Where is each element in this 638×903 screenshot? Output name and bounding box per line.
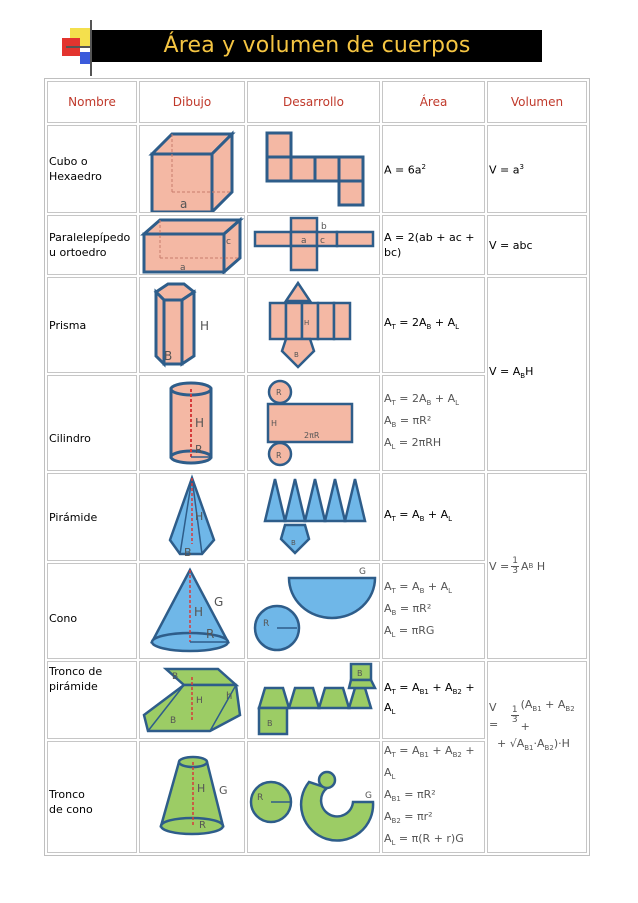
- drawing-tronco-cono: [139, 741, 245, 853]
- page-title: Área y volumen de cuerpos: [163, 33, 471, 58]
- label-r-top: R: [275, 388, 282, 397]
- f-tcono-line-4: $A_L = \pi(R + r)G$: [384, 832, 464, 847]
- area-cono: [382, 563, 485, 659]
- label-h-net: H: [303, 319, 309, 327]
- label-b-net-bottom: B: [266, 719, 272, 728]
- label-b: B: [164, 349, 173, 363]
- label-b: B: [184, 546, 192, 559]
- label-b-net: B: [290, 539, 296, 547]
- vol-tronco-fraction: 1 3: [511, 705, 518, 725]
- header-nombre: Nombre: [47, 81, 137, 123]
- formula-cilindro: [384, 390, 484, 456]
- net-cilindro: [247, 375, 380, 471]
- label-b-top: B: [172, 672, 179, 682]
- label-g-net: G: [364, 791, 372, 801]
- header-desarrollo: Desarrollo: [247, 81, 380, 123]
- label-h-small: h: [226, 691, 233, 702]
- drawing-tronco-piramide: [139, 661, 245, 739]
- label-c: c: [226, 237, 231, 247]
- label-c-net: c: [319, 236, 325, 246]
- name-cilindro: Cilindro: [47, 375, 137, 471]
- drawing-prisma: [139, 277, 245, 373]
- header-row: [47, 81, 587, 123]
- label-g: G: [214, 595, 224, 609]
- header-dibujo: Dibujo: [139, 81, 245, 123]
- label-a: a: [180, 197, 188, 211]
- box-net: [251, 216, 377, 274]
- net-paralelepipedo: [247, 215, 380, 275]
- header-area: Área: [382, 81, 485, 123]
- label-r-net: R: [262, 619, 269, 629]
- volume-prisma-h: H: [525, 364, 534, 378]
- prism-box-drawing: [140, 216, 244, 274]
- row-piramide: [47, 473, 587, 561]
- area-paralelepipedo: A = 2(ab + ac + bc): [382, 215, 485, 275]
- label-r: R: [199, 820, 206, 831]
- vol-cono-fraction: [511, 557, 519, 576]
- vol-cono-sub: B: [528, 561, 534, 570]
- label-h-net: H: [270, 419, 277, 428]
- area-piramide-a: A: [384, 507, 392, 521]
- label-b-bottom: B: [170, 716, 177, 726]
- label-r-bottom: R: [275, 451, 282, 460]
- frustum-cone-drawing: [147, 752, 237, 842]
- formula-tronco-cono: [384, 742, 484, 852]
- label-b: b: [320, 222, 327, 232]
- cylinder-net: [264, 378, 364, 468]
- area-piramide-eq: = A: [395, 507, 420, 521]
- row-prisma: [47, 277, 587, 373]
- vol-tronco-line-2: + $√A_{B1}\cdot A_{B2})\cdot H$: [497, 737, 570, 752]
- label-b-net-top: B: [356, 669, 362, 678]
- volume-troncos: [487, 661, 587, 853]
- volume-cubo: [487, 125, 587, 213]
- drawing-cono: [139, 563, 245, 659]
- name-tronco-piramide-2: pirámide: [49, 680, 98, 693]
- name-tronco-cono-1: Tronco: [49, 788, 85, 801]
- area-piramide-b: B: [419, 515, 425, 524]
- label-h: H: [196, 696, 203, 706]
- label-r: R: [195, 443, 203, 456]
- f-cono-line-2: $A_B = \pi R^2$: [384, 602, 432, 617]
- area-cubo-text: A = 6a: [384, 163, 422, 177]
- f-cono-line-3: $A_L = \pi RG$: [384, 624, 435, 639]
- row-paralelepipedo: [47, 215, 587, 275]
- formula-volume-cono: [489, 557, 586, 576]
- vol-cono-a: A: [520, 559, 529, 573]
- f-cil-line-1: $A_T = 2A_B + A_L$: [384, 392, 460, 407]
- label-g: G: [219, 784, 228, 797]
- drawing-piramide: [139, 473, 245, 561]
- cone-net: [249, 566, 379, 656]
- name-prisma: Prisma: [47, 277, 137, 373]
- area-cubo-exp: 2: [421, 163, 426, 172]
- area-cubo: [382, 125, 485, 213]
- vol-cono-v: V =: [489, 559, 510, 573]
- volume-paralelepipedo: V = abc: [487, 215, 587, 275]
- pyramid-drawing: [162, 474, 222, 560]
- label-2pir: 2πR: [303, 431, 319, 440]
- f-cono-line-1: $A_T = A_B + A_L$: [384, 580, 453, 595]
- area-piramide-l: L: [448, 515, 453, 524]
- area-cilindro: [382, 375, 485, 471]
- atp-plus2: + A: [384, 680, 475, 714]
- name-tronco-piramide-1: Tronco de: [49, 665, 103, 678]
- name-cono: Cono: [47, 563, 137, 659]
- prism-net: [264, 279, 364, 371]
- atp-b2: B2: [452, 688, 462, 696]
- volume-cubo-exp: 3: [519, 163, 524, 172]
- area-piramide: [382, 473, 485, 561]
- volume-prisma-cilindro: [487, 277, 587, 471]
- volume-piramide-cono: [487, 473, 587, 659]
- pyramid-net: [261, 475, 367, 559]
- net-piramide: [247, 473, 380, 561]
- label-a-net: a: [300, 236, 307, 246]
- name-paralelepipedo-2: u ortoedro: [49, 246, 107, 259]
- net-tronco-piramide: [247, 661, 380, 739]
- label-h: H: [195, 510, 204, 523]
- cube-net: [259, 129, 369, 209]
- label-h: H: [200, 319, 210, 333]
- f-tcono-line-3: $A_{B2} = \pi r^2$: [384, 810, 433, 825]
- area-prisma-plus: + A: [431, 315, 456, 329]
- formulas-table: [44, 78, 590, 856]
- drawing-paralelepipedo: [139, 215, 245, 275]
- vol-cono-den: 3: [512, 565, 518, 576]
- row-cubo: [47, 125, 587, 213]
- atp-l: L: [391, 708, 396, 717]
- vol-cono-h: H: [536, 559, 546, 573]
- label-g-net: G: [358, 567, 366, 577]
- vol-tronco-line-1: V = 1 3 ($A_{B1} + A_{B2}$ +: [489, 698, 575, 733]
- area-prisma-eq: = 2A: [395, 315, 427, 329]
- area-prisma-b: B: [426, 323, 432, 332]
- volume-prisma-sub: B: [520, 372, 526, 381]
- label-h: H: [197, 782, 206, 795]
- area-tronco-cono: [382, 741, 485, 853]
- name-paralelepipedo: [47, 215, 137, 275]
- net-tronco-cono: [247, 741, 380, 853]
- name-tronco-cono-2: de cono: [49, 803, 93, 816]
- atp-a: A: [384, 680, 392, 694]
- area-tronco-piramide: [382, 661, 485, 739]
- name-piramide: Pirámide: [47, 473, 137, 561]
- area-prisma-l: L: [455, 323, 460, 332]
- label-a: a: [180, 263, 186, 273]
- drawing-cilindro: [139, 375, 245, 471]
- net-prisma: [247, 277, 380, 373]
- volume-cubo-text: V = a: [489, 163, 520, 177]
- area-prisma-t: T: [391, 323, 396, 332]
- cone-drawing: [144, 566, 240, 656]
- vol-cono-num: 1: [512, 555, 518, 566]
- name-cubo: Cubo o Hexaedro: [47, 125, 137, 213]
- f-cil-line-3: $A_L = 2\pi RH$: [384, 436, 442, 451]
- row-tronco-piramide: [47, 661, 587, 739]
- area-piramide-t: T: [391, 515, 396, 524]
- frustum-pyramid-net: [251, 662, 377, 738]
- prism-drawing: [142, 280, 242, 370]
- header-volumen: Volumen: [487, 81, 587, 123]
- label-h: H: [194, 605, 204, 619]
- frustum-cone-net: [249, 752, 379, 842]
- area-piramide-plus: + A: [424, 507, 449, 521]
- atp-eq: = A: [395, 680, 420, 694]
- name-paralelepipedo-1: Paralelepípedo: [49, 231, 131, 244]
- area-prisma-a: A: [384, 315, 392, 329]
- f-tcono-line-1: $A_T = A_{B1} + A_{B2} + A_L$: [384, 744, 475, 781]
- label-b-net: B: [293, 351, 299, 359]
- cylinder-drawing: [157, 379, 227, 467]
- net-cubo: [247, 125, 380, 213]
- frustum-pyramid-drawing: [140, 663, 244, 737]
- area-prisma: [382, 277, 485, 373]
- name-tronco-cono: [47, 741, 137, 853]
- cube-drawing: [144, 126, 240, 212]
- net-cono: [247, 563, 380, 659]
- atp-plus: + A: [428, 680, 453, 694]
- f-cil-line-2: $A_B = \pi R^2$: [384, 414, 432, 429]
- name-tronco-piramide: [47, 661, 137, 739]
- f-tcono-line-2: $A_{B1} = \pi R^2$: [384, 788, 436, 803]
- atp-b1: B1: [419, 688, 429, 696]
- volume-prisma-v: V = A: [489, 364, 521, 378]
- label-r: R: [206, 627, 215, 641]
- label-r-net: R: [256, 793, 263, 803]
- atp-t: T: [391, 688, 396, 696]
- drawing-cubo: [139, 125, 245, 213]
- formula-cono: [384, 578, 484, 644]
- formula-volume-tronco: [489, 696, 586, 757]
- label-h: H: [195, 416, 205, 430]
